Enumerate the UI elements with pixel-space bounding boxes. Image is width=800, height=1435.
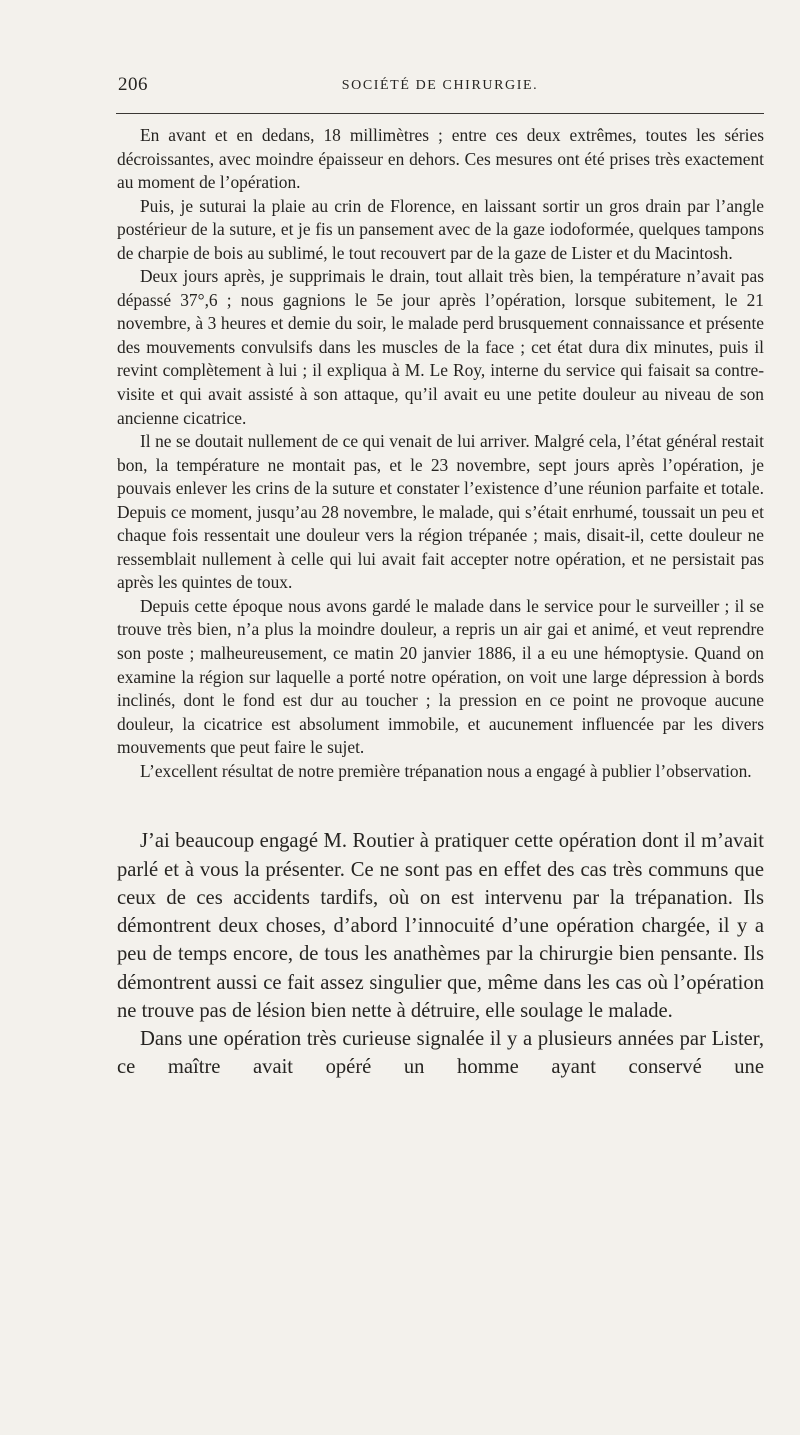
paragraph-excellent-result: L’excellent résultat de notre première trépanation nous a engagé à publier l’observation. (140, 760, 752, 781)
paragraph-measures: En avant et en dedans, 18 millimètres ; entre ces deux extrêmes, toutes les séries décroissantes, avec moindre épaisseur en dehors. Ces mesures ont été prises très exactement au moment de l’opération. (117, 125, 764, 193)
header-rule (116, 113, 764, 114)
running-head (116, 74, 764, 100)
commentary-text (117, 827, 764, 1081)
paragraph-since-then: Depuis cette époque nous avons gardé le malade dans le service pour le surveiller ; il se trouve très bien, n’a plus la moindre douleur, a repris un air gai et animé, et veut reprendre son poste ; malheureusement, ce matin 20 janvier 1886, il a eu une hémoptysie. Quand on examine la région sur laquelle a porté notre opération, on voit une large dépression à bords inclinés, dont le fond est dur au toucher ; la pression en ce point ne provoque aucune douleur, la cicatrice est absolument immobile, et aucunement influencée par les divers mouvements que peut faire le sujet. (117, 595, 764, 758)
paragraph-suture: Puis, je suturai la plaie au crin de Florence, en laissant sortir un gros drain par l’angle postérieur de la suture, et je fis un pansement avec de la gaze iodoformée, quelques tampons de charpie de bois au sublimé, le tout recouvert par de la gaze de Lister et du Macintosh. (117, 195, 764, 263)
paragraph-lister: Dans une opération très curieuse signalée il y a plusieurs années par Lister, ce maître avait opéré un homme ayant conservé une (117, 1028, 764, 1079)
paragraph-general-state: Il ne se doutait nullement de ce qui venait de lui arriver. Malgré cela, l’état général restait bon, la température ne montait pas, et le 23 novembre, sept jours après l’opération, je pouvais enlever les crins de la suture et constater l’existence d’une réunion parfaite et totale. Depuis ce moment, jusqu’au 28 novembre, le malade, qui s’était enrhumé, toussait un peu et chaque fois ressentait une douleur vers la région trépanée ; mais, disait-il, cette douleur ne ressemblait nullement à celle qui lui avait fait accepter notre opération, et ne persistait pas après les quintes de toux. (117, 431, 764, 593)
paragraph-routier: J’ai beaucoup engagé M. Routier à pratiquer cette opération dont il m’avait parlé et à vous la présenter. Ce ne sont pas en effet des cas très communs que ceux de ces accidents tardifs, où on est intervenu par la trépanation. Ils démontrent deux choses, d’abord l’innocuité d’une opération chargée, il y a peu de temps encore, de tous les anathèmes par la chirurgie bien pensante. Ils démontrent aussi ce fait assez singulier que, même dans les cas où l’opération ne trouve pas de lésion bien nette à détruire, elle soulage le malade. (117, 830, 764, 1022)
page-number: 206 (118, 74, 148, 95)
running-title: SOCIÉTÉ DE CHIRURGIE. (341, 78, 539, 93)
paragraph-two-days-after: Deux jours après, je supprimais le drain, tout allait très bien, la température n’avait pas dépassé 37°,6 ; nous gagnions le 5e jour après l’opération, lorsque subitement, le 21 novembre, à 3 heures et demie du soir, le malade perd brusquement connaissance et présente des mouvements convulsifs dans les muscles de la face ; cet état dura dix minutes, puis il revint complètement à lui ; il expliqua à M. Le Roy, interne du service qui faisait sa contre-visite et qui avait assisté à son attaque, qu’il avait eu une petite douleur au niveau de son ancienne cicatrice. (117, 266, 764, 428)
page-body (117, 124, 764, 1082)
observation-text (117, 124, 764, 783)
